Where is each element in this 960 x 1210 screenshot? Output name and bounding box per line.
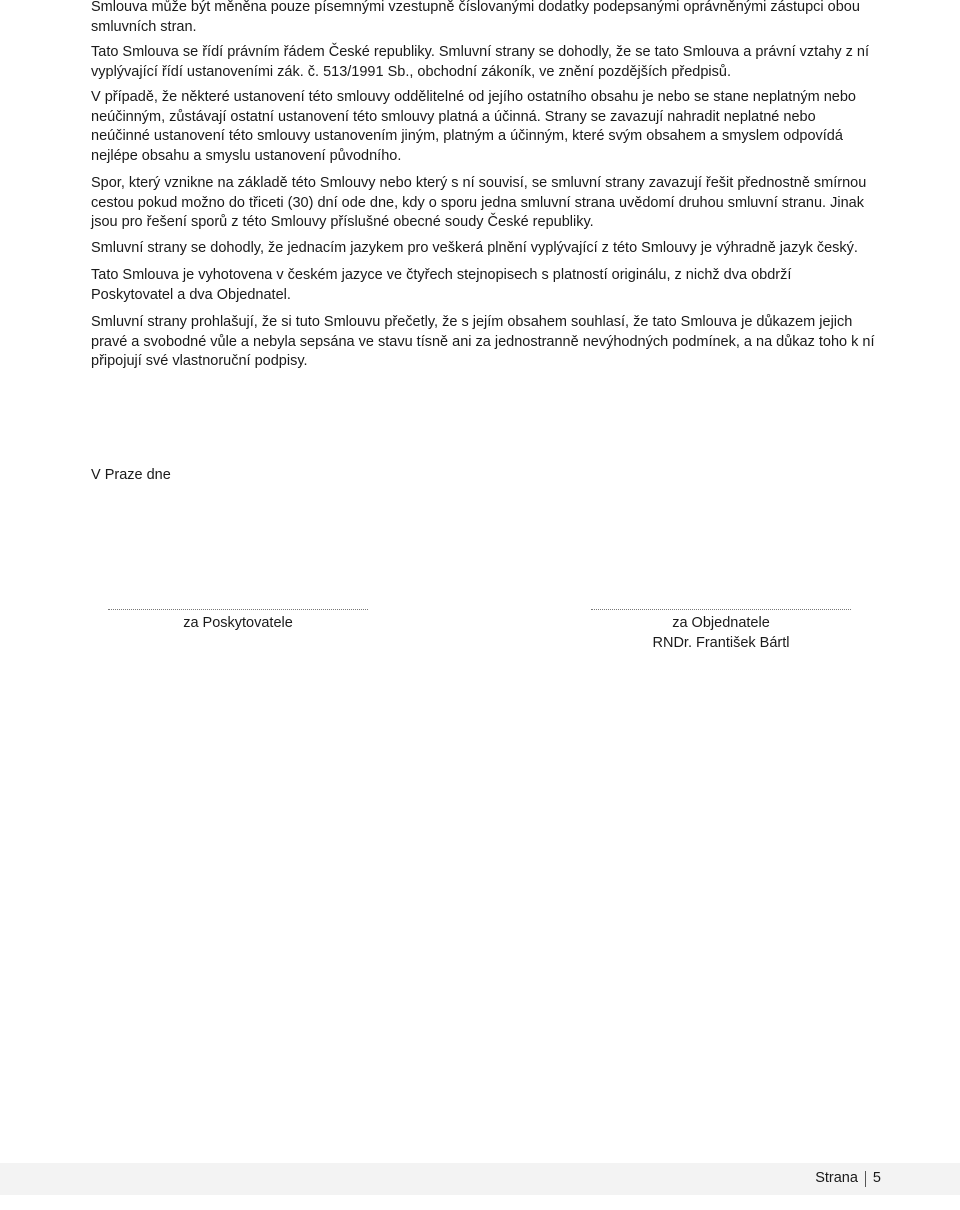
signature-label-client: za Objednatele [672,615,770,631]
paragraph-severability: V případě, že některé ustanovení této smlouvy oddělitelné od jejího ostatního obsahu je nebo se stane neplatným nebo neúčinným, zůstávají ostatní ustanovení této smlouvy platná a účinná. Strany se zavazují nahradit neplatné nebo neúčinné ustanovení této smlouvy ustanovením jiným, platným a účinným, které svým obsahem a smyslem odpovídá nejlépe obsahu a smyslu ustanovení původního. [91,89,856,164]
signature-block-provider [108,609,368,634]
paragraph-amendments: Smlouva může být měněna pouze písemnými vzestupně číslovanými dodatky podepsanými oprávněnými zástupci obou smluvních stran. [91,0,860,35]
page-number: 5 [872,1170,881,1186]
paragraph-disputes: Spor, který vznikne na základě této Smlouvy nebo který s ní souvisí, se smluvní strany zavazují řešit přednostně smírnou cestou pokud možno do třiceti (30) dní ode dne, kdy o sporu jedna smluvní strana uvědomí druhou smluvní stranu. Jinak jsou pro řešení sporů z této Smlouvy příslušné obecné soudy České republiky. [91,175,867,230]
paragraph-governing-law: Tato Smlouva se řídí právním řádem České republiky. Smluvní strany se dohodly, že se tato Smlouva a právní vztahy z ní vyplývající řídí ustanoveními zák. č. 513/1991 Sb., obchodní zákoník, ve znění pozdějších předpisů. [91,44,869,80]
signature-label-provider: za Poskytovatele [183,615,293,631]
paragraph-copies: Tato Smlouva je vyhotovena v českém jazyce ve čtyřech stejnopisech s platností originálu, z nichž dva obdrží Poskytovatel a dva Objednatel. [91,267,792,303]
signature-line [108,609,368,610]
page-number-footer [815,1169,881,1189]
place-and-date: V Praze dne [91,467,171,483]
page-label: Strana [815,1170,858,1186]
signature-block-client [591,609,851,653]
footer-divider [865,1171,866,1187]
paragraph-declaration: Smluvní strany prohlašují, že si tuto Smlouvu přečetly, že s jejím obsahem souhlasí, že tato Smlouva je důkazem jejich pravé a svobodné vůle a nebyla sepsána ve stavu tísně ani za jednostranně nevýhodných podmínek, a na důkaz toho k ní připojují své vlastnoruční podpisy. [91,314,875,369]
paragraph-language: Smluvní strany se dohodly, že jednacím jazykem pro veškerá plnění vyplývající z této Smlouvy je výhradně jazyk český. [91,239,858,256]
signature-line [591,609,851,610]
signatory-name: RNDr. František Bártl [652,634,790,651]
contract-body [91,0,876,372]
